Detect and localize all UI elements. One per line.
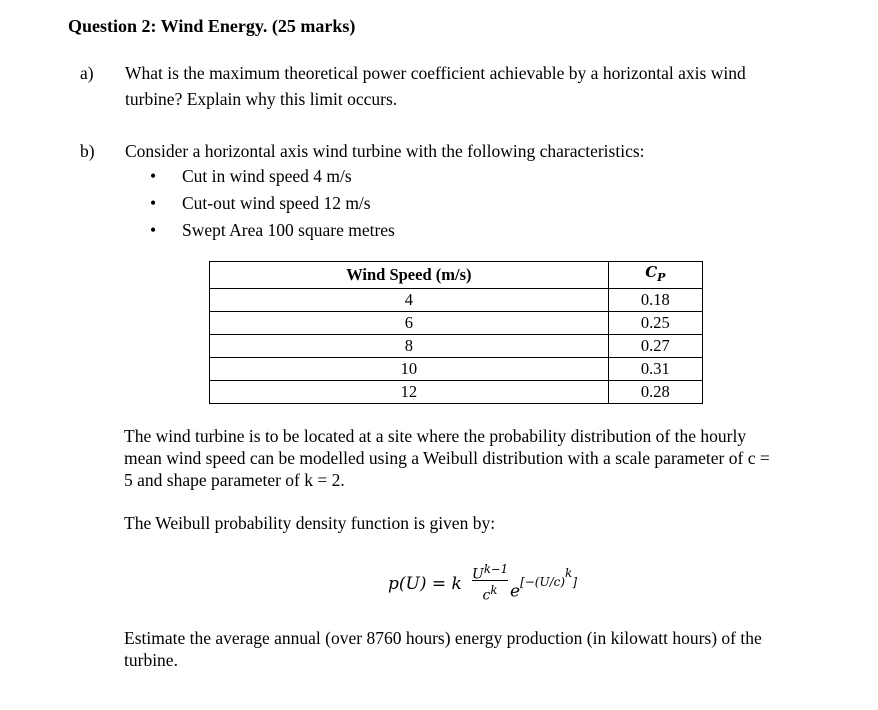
numerator-base: U [472, 566, 484, 583]
part-a-line-2: turbine? Explain why this limit occurs. [125, 89, 398, 109]
table-row [210, 335, 703, 358]
pdf-intro: The Weibull probability density function is given by: [124, 513, 496, 533]
part-a-label: a) [80, 63, 94, 83]
wind-speed-cell: 4 [210, 289, 609, 312]
cp-cell: 0.31 [608, 358, 702, 381]
list-item-text: Cut in wind speed 4 m/s [182, 166, 352, 186]
site-line-3: 5 and shape parameter of k = 2. [124, 470, 345, 490]
part-a-text [125, 60, 746, 112]
table-row [210, 312, 703, 335]
bullet-icon: • [150, 166, 157, 186]
denominator-exponent: k [490, 583, 498, 597]
estimate-line-2: turbine. [124, 650, 178, 670]
part-b-label: b) [80, 141, 95, 161]
table-row [210, 358, 703, 381]
cp-header [608, 262, 702, 289]
formula-exponential [510, 566, 578, 602]
site-line-2: mean wind speed can be modelled using a Weibull distribution with a scale parameter of c = [124, 448, 770, 468]
site-line-1: The wind turbine is to be located at a site where the probability distribution of the hourly [124, 426, 747, 446]
wind-speed-cell: 10 [210, 358, 609, 381]
formula-fraction [472, 560, 509, 604]
denominator-base: c [482, 587, 491, 604]
formula-denominator [472, 581, 508, 604]
formula-numerator [472, 560, 509, 583]
part-a-line-1: What is the maximum theoretical power coefficient achievable by a horizontal axis wind [125, 63, 746, 83]
estimate-paragraph [124, 627, 854, 671]
exp-base: e [510, 581, 521, 602]
estimate-line-1: Estimate the average annual (over 8760 hours) energy production (in kilowatt hours) of the [124, 628, 762, 648]
part-b-intro: Consider a horizontal axis wind turbine with the following characteristics: [125, 141, 645, 161]
table-row [210, 289, 703, 312]
list-item-text: Cut-out wind speed 12 m/s [182, 193, 371, 213]
table-row [210, 381, 703, 404]
exp-bracket: [−(U/c) [520, 575, 566, 589]
exp-power-k: k [565, 566, 573, 580]
formula-lhs: p(U) = k [388, 574, 462, 594]
bullet-icon: • [150, 193, 157, 213]
wind-speed-cell: 8 [210, 335, 609, 358]
bullet-icon: • [150, 220, 157, 240]
cp-cell: 0.25 [608, 312, 702, 335]
wind-speed-cell: 6 [210, 312, 609, 335]
cp-cell: 0.27 [608, 335, 702, 358]
numerator-exponent: k−1 [483, 562, 509, 576]
weibull-formula [388, 560, 618, 608]
cp-cell: 0.18 [608, 289, 702, 312]
wind-speed-header: Wind Speed (m/s) [210, 262, 609, 289]
wind-speed-cell: 12 [210, 381, 609, 404]
exp-power [520, 566, 578, 589]
question-title: Question 2: Wind Energy. (25 marks) [68, 16, 356, 36]
power-coefficient-table [209, 261, 703, 404]
site-paragraph [124, 425, 854, 491]
list-item-text: Swept Area 100 square metres [182, 220, 395, 240]
cp-header-sub: P [657, 271, 666, 284]
cp-cell: 0.28 [608, 381, 702, 404]
cp-header-main: C [645, 263, 658, 281]
exp-bracket-close: ] [572, 575, 578, 589]
table-header-row [210, 262, 703, 289]
